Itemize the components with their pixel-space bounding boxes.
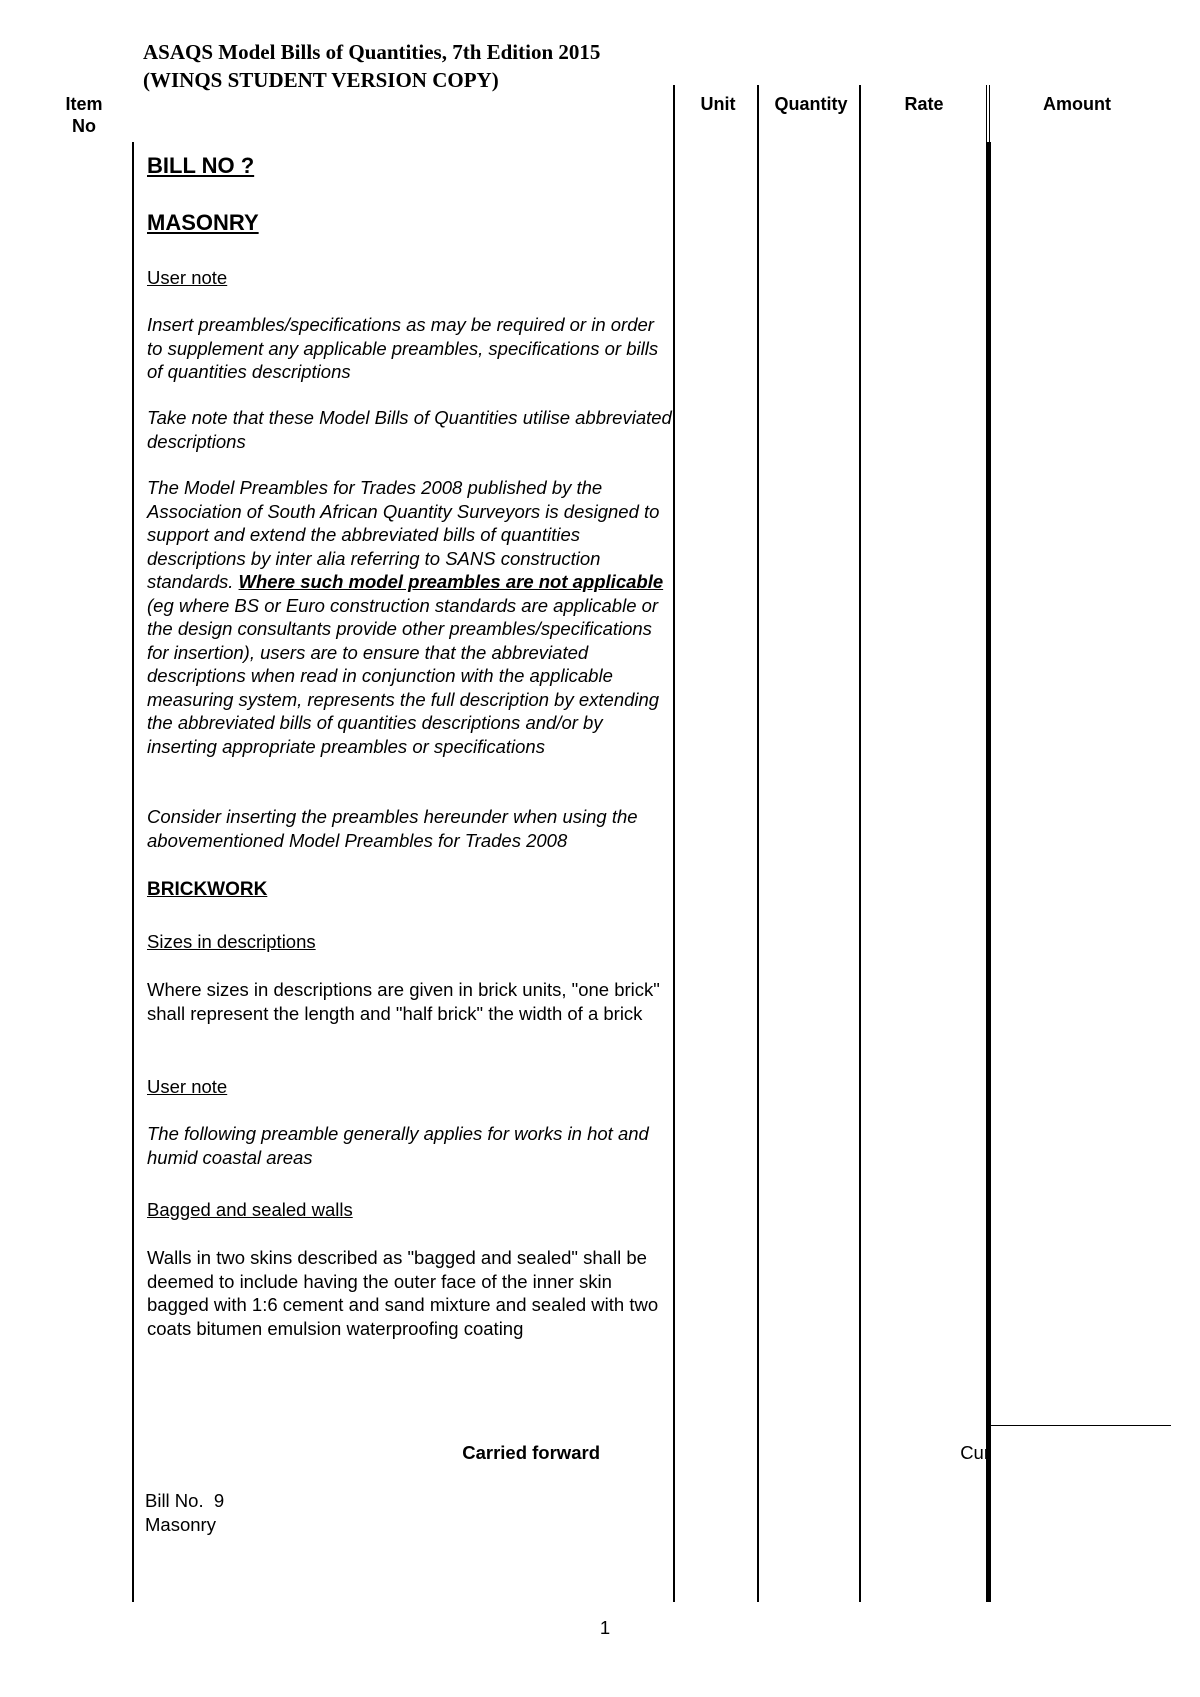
- user-note-label-2: User note: [147, 1076, 228, 1097]
- preamble-text-emphasis: Where such model preambles are not applicable: [238, 571, 664, 592]
- column-header-unit: Unit: [700, 94, 736, 114]
- rule-rate-amount-thick: [986, 142, 991, 1602]
- column-header-rate: Rate: [904, 94, 944, 114]
- rule-item-description: [132, 142, 134, 1602]
- bill-number-heading: BILL NO ?: [147, 153, 255, 178]
- document-title: [143, 38, 600, 94]
- currency-label: Cur: [960, 1442, 990, 1463]
- rule-rate-amount-thin: [986, 85, 987, 145]
- rule-unit-quantity: [757, 85, 759, 1602]
- carried-forward-label: Carried forward: [462, 1442, 600, 1463]
- amount-total-rule: [991, 1425, 1171, 1426]
- bagged-heading: Bagged and sealed walls: [147, 1199, 353, 1220]
- preamble-paragraph-abbreviated: Take note that these Model Bills of Quantities utilise abbreviated descriptions: [147, 407, 672, 452]
- preamble-paragraph-consider: Consider inserting the preambles hereunder when using the abovementioned Model Preambles for Trades 2008: [147, 806, 638, 851]
- column-header-item-no: [52, 93, 116, 137]
- rule-rate-amount-double: [989, 85, 990, 145]
- document-title-line2: (WINQS STUDENT VERSION COPY): [143, 68, 499, 92]
- sizes-heading: Sizes in descriptions: [147, 931, 316, 952]
- column-header-item-label: Item: [65, 94, 103, 114]
- bagged-paragraph: Walls in two skins described as "bagged and sealed" shall be deemed to include having the outer face of the inner skin bagged with 1:6 cement and sand mixture and sealed with two coats bitumen emulsion waterproofing coating: [147, 1247, 659, 1339]
- rule-quantity-rate: [859, 85, 861, 1602]
- trade-heading: MASONRY: [147, 210, 259, 235]
- preamble-paragraph-insert: Insert preambles/specifications as may be required or in order to supplement any applicable preambles, specifications or bills of quantities descriptions: [147, 314, 659, 382]
- user-note-label: User note: [147, 267, 228, 288]
- bill-reference: [145, 1489, 224, 1536]
- column-header-quantity: Quantity: [774, 94, 848, 114]
- preamble-text-c: (eg where BS or Euro construction standards are applicable or the design consultants provide other preambles/specifications for insertion), users are to ensure that the abbreviated descriptions when read in conjunction with the applicable measuring system, represents the full description by extending the abbreviated bills of quantities descriptions and/or by inserting appropriate preambles or specifications: [147, 594, 660, 757]
- preamble-paragraph-model-preambles: [147, 476, 672, 758]
- column-header-amount: Amount: [1043, 94, 1111, 114]
- preamble-paragraph-coastal: The following preamble generally applies for works in hot and humid coastal areas: [147, 1123, 649, 1168]
- bill-reference-number: Bill No. 9: [145, 1490, 225, 1511]
- bill-reference-trade: Masonry: [145, 1513, 216, 1535]
- preamble-text-a: The Model Preambles for Trades 2008 published by the Association of South African Quantity Surveyors is designed to support and extend the abbreviated bills of quantities descriptions by inter alia referring to SANS construction standards.: [147, 477, 660, 592]
- page-number: 1: [599, 1617, 611, 1638]
- brickwork-heading: BRICKWORK: [147, 879, 268, 900]
- column-header-no-label: No: [72, 116, 96, 136]
- rule-description-unit: [673, 85, 675, 1602]
- document-title-line1: ASAQS Model Bills of Quantities, 7th Edition 2015: [143, 40, 601, 64]
- sizes-paragraph: Where sizes in descriptions are given in brick units, "one brick" shall represent the length and "half brick" the width of a brick: [147, 979, 660, 1024]
